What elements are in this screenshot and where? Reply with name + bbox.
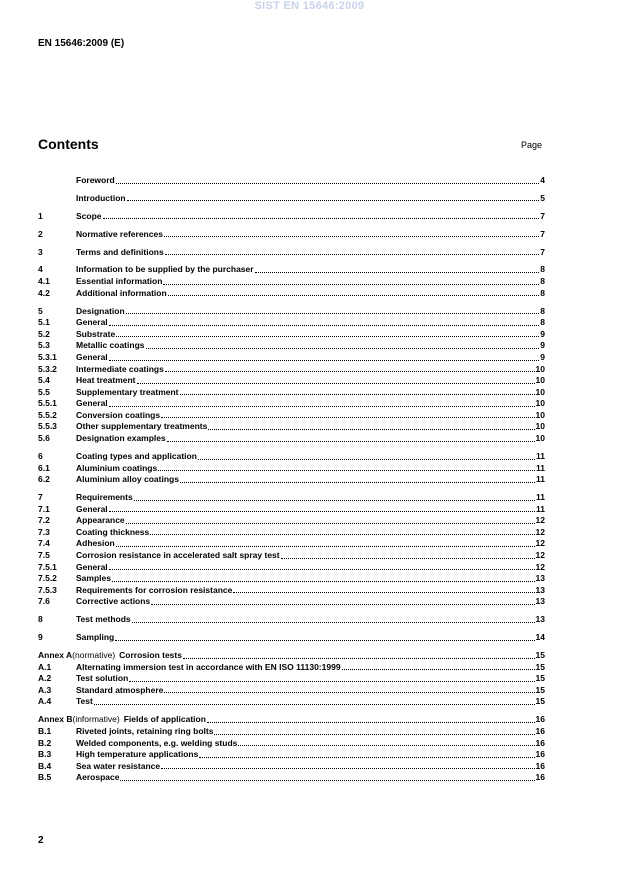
toc-entry-number: 6 [38, 450, 43, 461]
toc-entry-page: 10 [535, 363, 545, 374]
toc-entry-page: 9 [540, 328, 545, 339]
toc-entry[interactable] [38, 229, 545, 241]
toc-entry[interactable] [38, 738, 545, 750]
dot-leader [207, 722, 535, 723]
dot-leader [109, 406, 535, 407]
toc-entry[interactable] [38, 247, 545, 259]
toc-entry-number: 9 [38, 632, 43, 643]
toc-entry[interactable] [38, 504, 545, 516]
toc-entry-title: Adhesion [76, 538, 115, 549]
toc-entry-number: 4.1 [38, 276, 50, 287]
toc-entry[interactable] [38, 276, 545, 288]
toc-entry-page: 15 [535, 684, 545, 695]
toc-entry-page: 16 [535, 749, 545, 760]
toc-entry-page: 8 [540, 264, 545, 275]
dot-leader [214, 734, 534, 735]
toc-entry-number: 3 [38, 246, 43, 257]
dot-leader [238, 745, 534, 746]
toc-entry-number: 4.2 [38, 287, 50, 298]
dot-leader [233, 592, 534, 593]
toc-entry-title: Other supplementary treatments [76, 421, 208, 432]
toc-entry-title: Riveted joints, retaining ring bolts [76, 725, 214, 736]
toc-entry-page: 11 [536, 503, 545, 514]
dot-leader [129, 681, 534, 682]
dot-leader [127, 200, 540, 201]
dot-leader [158, 470, 535, 471]
toc-entry-page: 13 [535, 584, 545, 595]
toc-entry-title: Test methods [76, 614, 131, 625]
dot-leader [151, 604, 534, 605]
toc-entry-page: 7 [540, 228, 545, 239]
dot-leader [109, 569, 535, 570]
toc-entry-number: 5.3.2 [38, 363, 57, 374]
toc-entry[interactable] [38, 696, 545, 708]
dot-leader [120, 780, 534, 781]
toc-entry-number: 2 [38, 228, 43, 239]
toc-entry-title: Information to be supplied by the purchaser [76, 264, 254, 275]
toc-entry[interactable] [38, 288, 545, 300]
toc-entry-page: 10 [535, 433, 545, 444]
toc-entry-page: 15 [535, 696, 545, 707]
toc-entry[interactable] [38, 375, 545, 387]
dot-leader [164, 236, 539, 237]
toc-entry[interactable] [38, 632, 545, 644]
toc-entry-title: Foreword [76, 175, 115, 185]
dot-leader [198, 459, 535, 460]
dot-leader [255, 272, 540, 273]
toc-entry[interactable] [38, 596, 545, 608]
dot-leader [112, 581, 535, 582]
toc-entry-number: 7.3 [38, 526, 50, 537]
dot-leader [116, 336, 539, 337]
toc-entry[interactable] [38, 761, 545, 773]
dot-leader [103, 218, 540, 219]
toc-entry-page: 11 [536, 462, 545, 473]
toc-entry-number: 7.2 [38, 515, 50, 526]
toc-entry-title: Corrosion resistance in accelerated salt spray test [76, 550, 280, 560]
toc-entry-page: 10 [535, 398, 545, 409]
dot-leader [146, 348, 540, 349]
toc-entry-title: General [76, 398, 108, 409]
toc-entry-title: Test solution [76, 673, 129, 684]
toc-entry-page: 12 [535, 526, 545, 537]
toc-entry-page: 12 [535, 538, 545, 549]
toc-entry[interactable] [38, 463, 545, 475]
toc-entry-title: Coating thickness [76, 526, 150, 537]
toc-entry[interactable] [38, 193, 545, 205]
toc-entry-title: Samples [76, 573, 111, 584]
annex-label: Annex B [38, 714, 73, 725]
toc-entry-number: 5.2 [38, 328, 50, 339]
dot-leader [94, 704, 535, 705]
toc-entry-title: Designation examples [76, 433, 166, 444]
toc-entry-title: Corrective actions [76, 596, 151, 607]
dot-leader [109, 360, 540, 361]
toc-entry-title: Additional information [76, 287, 167, 298]
toc-entry-title: Supplementary treatment [76, 386, 179, 397]
toc-entry-number: 4 [38, 264, 43, 275]
toc-entry-page: 11 [536, 492, 545, 503]
dot-leader [180, 482, 535, 483]
dot-leader [116, 546, 535, 547]
toc-entry[interactable] [38, 340, 545, 352]
toc-entry-number: 5.5.3 [38, 421, 57, 432]
toc-entry[interactable] [38, 562, 545, 574]
toc-entry-page: 7 [540, 210, 545, 221]
toc-entry-page: 15 [535, 661, 545, 672]
toc-entry-page: 10 [535, 386, 545, 397]
toc-entry-page: 9 [540, 351, 545, 362]
dot-leader [116, 183, 540, 184]
toc-entry[interactable] [38, 306, 545, 318]
toc-entry-title: Coating types and application [76, 450, 197, 461]
toc-entry-page: 12 [535, 561, 545, 572]
toc-entry-number: 7 [38, 492, 43, 503]
toc-entry-page: 8 [540, 317, 545, 328]
toc-entry-title: Aluminium coatings [76, 462, 158, 473]
toc-entry-number: 7.5.2 [38, 573, 57, 584]
toc-entry[interactable] [38, 772, 545, 784]
toc-entry-page: 15 [535, 673, 545, 684]
toc-entry-title: General [76, 561, 108, 572]
toc-entry-title: General [76, 503, 108, 514]
toc-entry[interactable] [38, 264, 545, 276]
toc-entry[interactable] [38, 175, 545, 187]
toc-entry-title: Intermediate coatings [76, 363, 164, 374]
toc-entry-number: 7.5.1 [38, 561, 57, 572]
toc-entry-number: 7.1 [38, 503, 50, 514]
toc-entry-number: 5.3.1 [38, 351, 57, 362]
dot-leader [342, 669, 535, 670]
toc-entry-number: A.4 [38, 696, 52, 707]
toc-entry-page: 10 [535, 375, 545, 386]
toc-entry-page: 8 [540, 287, 545, 298]
toc-entry[interactable] [38, 474, 545, 486]
toc-entry-number: 7.5 [38, 550, 50, 560]
toc-entry-number: B.1 [38, 725, 52, 736]
dot-leader [161, 768, 534, 769]
toc-entry-page: 16 [535, 772, 545, 783]
toc-entry[interactable] [38, 527, 545, 539]
toc-entry-number: 7.4 [38, 538, 50, 549]
toc-entry-number: 8 [38, 614, 43, 625]
toc-entry-number: 5 [38, 305, 43, 316]
toc-entry-title: Appearance [76, 515, 125, 526]
toc-entry-number: 5.1 [38, 317, 50, 328]
toc-entry-title: Terms and definitions [76, 246, 164, 257]
toc-entry[interactable] [38, 726, 545, 738]
toc-entry-title: Sampling [76, 632, 115, 643]
dot-leader [126, 313, 540, 314]
toc-entry-page: 16 [535, 737, 545, 748]
toc-entry-page: 14 [535, 632, 545, 643]
dot-leader [137, 383, 535, 384]
toc-entry-page: 16 [535, 714, 545, 725]
toc-entry-number: 5.6 [38, 433, 50, 444]
toc-entry[interactable] [38, 364, 545, 376]
toc-entry-title: General [76, 351, 108, 362]
dot-leader [281, 558, 535, 559]
dot-leader [132, 622, 535, 623]
dot-leader [167, 441, 535, 442]
toc-entry-number: 5.5.2 [38, 409, 57, 420]
table-of-contents [38, 175, 545, 784]
dot-leader [150, 534, 534, 535]
toc-entry-page: 13 [535, 614, 545, 625]
annex-type-note: (informative) [72, 714, 120, 725]
toc-entry-title: Heat treatment [76, 375, 136, 386]
dot-leader [199, 757, 534, 758]
toc-entry-page: 15 [535, 650, 545, 661]
toc-entry-title: Aerospace [76, 772, 120, 783]
toc-entry[interactable] [38, 749, 545, 761]
toc-entry-title: Welded components, e.g. welding studs [76, 737, 238, 748]
toc-entry-page: 7 [540, 246, 545, 257]
toc-entry-page: 8 [540, 305, 545, 316]
toc-entry[interactable] [38, 433, 545, 445]
toc-entry[interactable] [38, 673, 545, 685]
toc-entry[interactable] [38, 685, 545, 697]
toc-entry-number: B.3 [38, 749, 52, 760]
toc-entry[interactable] [38, 614, 545, 626]
page-number: 2 [38, 835, 44, 846]
toc-entry-number: B.2 [38, 737, 52, 748]
toc-entry-page: 13 [535, 596, 545, 607]
toc-entry-title: High temperature applications [76, 749, 199, 760]
toc-entry[interactable] [38, 421, 545, 433]
toc-entry-page: 12 [535, 515, 545, 526]
toc-entry-title: Alternating immersion test in accordance with EN ISO 11130:1999 [76, 661, 341, 672]
toc-entry-title: Aluminium alloy coatings [76, 474, 179, 485]
watermark: SIST EN 15646:2009 [254, 0, 365, 12]
toc-entry-number: 6.2 [38, 474, 50, 485]
toc-entry[interactable] [38, 387, 545, 399]
toc-entry[interactable] [38, 398, 545, 410]
toc-entry-number: B.5 [38, 772, 52, 783]
toc-entry-page: 16 [535, 725, 545, 736]
dot-leader [180, 394, 535, 395]
toc-entry-page: 11 [536, 450, 545, 461]
toc-entry[interactable] [38, 550, 545, 562]
toc-entry-number: 7.5.3 [38, 584, 57, 595]
toc-entry-title: Introduction [76, 192, 126, 203]
toc-entry-title: Substrate [76, 328, 116, 339]
toc-entry-number: 6.1 [38, 462, 50, 473]
toc-entry[interactable] [38, 410, 545, 422]
toc-entry-title: Test [76, 696, 93, 707]
toc-entry-page: 4 [540, 175, 545, 185]
toc-entry-title: Normative references [76, 228, 163, 239]
dot-leader [109, 511, 535, 512]
toc-annex-heading[interactable] [38, 650, 545, 662]
toc-entry-title: Designation [76, 305, 125, 316]
dot-leader [115, 640, 534, 641]
toc-entry-page: 12 [535, 550, 545, 560]
toc-entry-page: 10 [535, 421, 545, 432]
page-column-label: Page [521, 140, 543, 150]
dot-leader [161, 417, 534, 418]
toc-entry-number: A.2 [38, 673, 52, 684]
toc-entry-number: 1 [38, 210, 43, 221]
toc-entry-page: 13 [535, 573, 545, 584]
toc-entry[interactable] [38, 492, 545, 504]
toc-entry-title: Scope [76, 210, 102, 221]
dot-leader [208, 429, 534, 430]
standard-id: EN 15646:2009 (E) [38, 38, 125, 49]
dot-leader [168, 295, 540, 296]
toc-entry-number: A.3 [38, 684, 52, 695]
page-title: Contents [38, 136, 99, 152]
toc-entry[interactable] [38, 573, 545, 585]
toc-entry-number: B.4 [38, 760, 52, 771]
toc-entry-title: General [76, 317, 108, 328]
dot-leader [126, 523, 535, 524]
toc-entry-page: 9 [540, 340, 545, 351]
toc-entry-title: Requirements for corrosion resistance [76, 584, 233, 595]
toc-entry-page: 10 [535, 409, 545, 420]
toc-entry-number: 5.3 [38, 340, 50, 351]
toc-entry[interactable] [38, 538, 545, 550]
annex-label: Annex A [38, 650, 73, 661]
toc-entry-page: 8 [540, 276, 545, 287]
annex-type-note: (normative) [72, 650, 116, 661]
annex-title: Fields of application [123, 714, 206, 725]
toc-entry[interactable] [38, 317, 545, 329]
toc-entry[interactable] [38, 211, 545, 223]
dot-leader [165, 254, 540, 255]
dot-leader [163, 284, 539, 285]
toc-entry-title: Sea water resistance [76, 760, 161, 771]
toc-entry-page: 5 [540, 192, 545, 203]
toc-entry-title: Standard atmosphere [76, 684, 164, 695]
annex-title: Corrosion tests [119, 650, 182, 661]
dot-leader [134, 500, 535, 501]
dot-leader [109, 325, 540, 326]
toc-entry-page: 16 [535, 760, 545, 771]
toc-entry-number: A.1 [38, 661, 52, 672]
toc-entry[interactable] [38, 352, 545, 364]
toc-entry-title: Requirements [76, 492, 133, 503]
dot-leader [164, 692, 534, 693]
toc-entry-number: 7.6 [38, 596, 50, 607]
toc-entry-number: 5.5 [38, 386, 50, 397]
toc-entry[interactable] [38, 451, 545, 463]
toc-entry[interactable] [38, 329, 545, 341]
toc-entry-page: 11 [536, 474, 545, 485]
toc-entry[interactable] [38, 662, 545, 674]
toc-entry-title: Metallic coatings [76, 340, 145, 351]
toc-entry-title: Essential information [76, 276, 163, 287]
toc-entry[interactable] [38, 515, 545, 527]
toc-entry-number: 5.4 [38, 375, 50, 386]
dot-leader [165, 371, 535, 372]
toc-entry-title: Conversion coatings [76, 409, 161, 420]
toc-entry-number: 5.5.1 [38, 398, 57, 409]
toc-entry[interactable] [38, 585, 545, 597]
dot-leader [183, 658, 535, 659]
toc-annex-heading[interactable] [38, 714, 545, 726]
